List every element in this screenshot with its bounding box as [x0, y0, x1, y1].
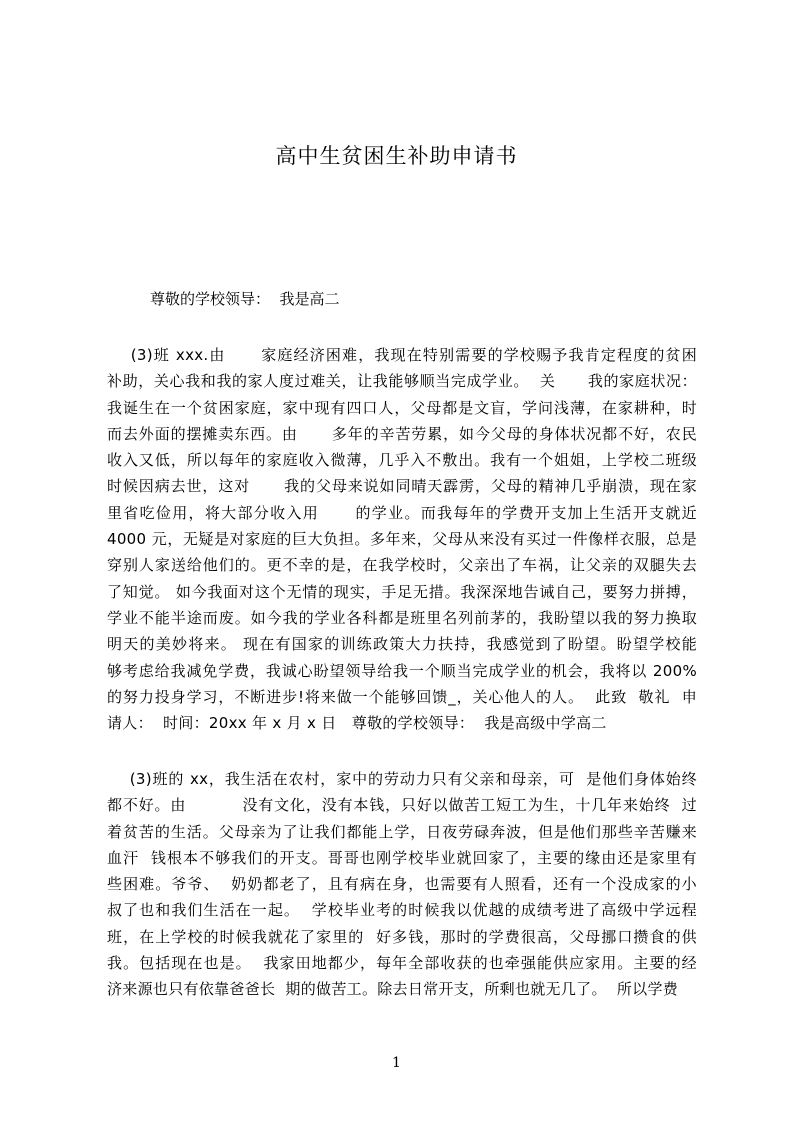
text-line: 学业不能半途而废。如今我的学业各科都是班里名列前茅的，我盼望以我的努力换取 — [107, 608, 697, 627]
text-line: 穿别人家送给他们的。更不幸的是，在我学校时，父亲出了车祸，让父亲的双腿失去 — [107, 556, 697, 575]
text-line: 而去外面的摆摊卖东西。由 多年的辛苦劳累，如今父母的身体状况都不好，农民 — [107, 424, 697, 443]
text-line: 了知觉。 如今我面对这个无情的现实，手足无措。我深深地告诫自己，要努力拼搏， — [107, 582, 697, 601]
text-line: 叔了也和我们生活在一起。 学校毕业考的时候我以优越的成绩考进了高级中学远程 — [107, 901, 697, 920]
text-line: 请人： 时间：20xx 年 x 月 x 日 尊敬的学校领导： 我是高级中学高二 — [107, 714, 607, 733]
text-line: 血汗 钱根本不够我们的开支。哥哥也刚学校毕业就回家了，主要的缘由还是家里有 — [107, 848, 697, 867]
text-line: 里省吃俭用，将大部分收入用 的学业。而我每年的学费开支加上生活开支就近 — [107, 503, 697, 522]
text-line: (3)班的 xx，我生活在农村，家中的劳动力只有父亲和母亲，可 是他们身体始终 — [107, 770, 697, 788]
text-line: 都不好。由 没有文化，没有本钱，只好以做苦工短工为生，十几年来始终 过 — [107, 796, 697, 815]
text-line: 些困难。爷爷、 奶奶都老了，且有病在身，也需要有人照看，还有一个没成家的小 — [107, 875, 697, 894]
text-line: 我诞生在一个贫困家庭，家中现有四口人，父母都是文盲，学问浅薄，在家耕种，时 — [107, 398, 697, 417]
text-line: 收入又低，所以每年的家庭收入微薄，几乎入不敷出。我有一个姐姐，上学校二班级 — [107, 451, 697, 470]
paragraph-1 — [107, 342, 697, 736]
text-line: 够考虑给我减免学费，我诚心盼望领导给我一个顺当完成学业的机会，我将以 200% — [107, 661, 697, 680]
text-line: 济来源也只有依靠爸爸长 期的做苦工。除去日常开支，所剩也就无几了。 所以学费 — [107, 980, 679, 999]
paragraph-2 — [107, 766, 697, 1003]
text-line: 我。包括现在也是。 我家田地都少，每年全部收获的也牵强能供应家用。主要的经 — [107, 954, 697, 973]
text-line: 补助，关心我和我的家人度过难关，让我能够顺当完成学业。 关 我的家庭状况： — [107, 372, 697, 391]
text-line: 班，在上学校的时候我就花了家里的 好多钱，那时的学费很高，父母挪口攒食的供 — [107, 927, 697, 946]
text-line: 明天的美妙将来。 现在有国家的训练政策大力扶持，我感觉到了盼望。盼望学校能 — [107, 635, 697, 654]
text-line: 着贫苦的生活。父母亲为了让我们都能上学，日夜劳碌奔波，但是他们那些辛苦赚来 — [107, 822, 697, 841]
text-line: 时候因病去世，这对 我的父母来说如同晴天霹雳，父母的精神几乎崩溃，现在家 — [107, 477, 697, 496]
text-line: 4000 元，无疑是对家庭的巨大负担。多年来，父母从来没有买过一件像样衣服，总是 — [107, 530, 697, 549]
text-line: (3)班 xxx.由 家庭经济困难，我现在特别需要的学校赐予我肯定程度的贫困 — [107, 346, 697, 364]
salutation: 尊敬的学校领导： 我是高二 — [150, 290, 340, 308]
page-number: 1 — [392, 1055, 401, 1071]
text-line: 的努力投身学习，不断进步!将来做一个能够回馈_，关心他人的人。 此致 敬礼 申 — [107, 687, 697, 706]
document-title: 高中生贫困生补助申请书 — [275, 144, 518, 168]
